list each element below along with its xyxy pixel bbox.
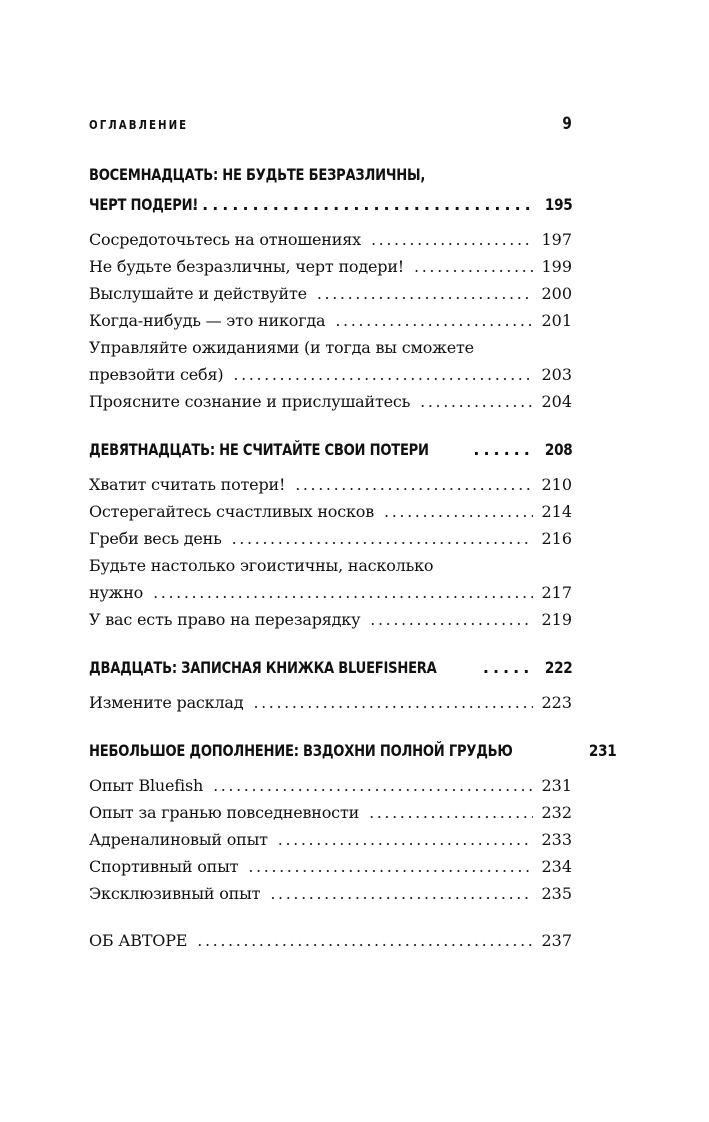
chapter-page: 195 bbox=[544, 195, 572, 214]
dot-leader bbox=[335, 307, 533, 334]
dot-leader bbox=[153, 579, 533, 606]
dot-leader bbox=[233, 361, 533, 388]
toc-entry-line1: Будьте настолько эгоистичны, насколько bbox=[89, 556, 434, 575]
dot-leader bbox=[420, 388, 533, 415]
toc-entry: Эксклюзивный опыт ..... 235 bbox=[89, 880, 572, 907]
dot-leader bbox=[414, 253, 533, 280]
dot-leader bbox=[384, 498, 533, 525]
dot-leader bbox=[483, 653, 532, 683]
toc-entry: Сосредоточьтесь на отношениях ..... 197 bbox=[89, 226, 572, 253]
about-author-entry: ОБ АВТОРЕ ..... 237 bbox=[89, 927, 572, 954]
toc-entry: Опыт за гранью повседневности ..... 232 bbox=[89, 799, 572, 826]
dot-leader bbox=[317, 280, 534, 307]
chapter-title: ДЕВЯТНАДЦАТЬ: НЕ СЧИТАЙТЕ СВОИ ПОТЕРИ bbox=[89, 440, 429, 459]
chapter-page: 222 bbox=[544, 658, 572, 677]
chapter-title-line1: ВОСЕМНАДЦАТЬ: НЕ БУДЬТЕ БЕЗРАЗЛИЧНЫ, bbox=[89, 165, 426, 184]
chapter-19 bbox=[89, 435, 572, 633]
dot-leader bbox=[473, 435, 531, 465]
toc-entry: нужно ..... 217 bbox=[89, 579, 572, 606]
chapter-heading bbox=[89, 736, 617, 766]
toc-entry: Измените расклад ..... 223 bbox=[89, 689, 572, 716]
running-head bbox=[89, 114, 572, 136]
toc-entry: Проясните сознание и прислушайтесь ..... 204 bbox=[89, 388, 572, 415]
toc-entry: Спортивный опыт ..... 234 bbox=[89, 853, 572, 880]
chapter-appendix bbox=[89, 736, 617, 907]
toc-entry: Выслушайте и действуйте ..... 200 bbox=[89, 280, 572, 307]
dot-leader bbox=[213, 772, 533, 799]
chapter-heading bbox=[89, 653, 572, 683]
toc-entry: превзойти себя) ..... 203 bbox=[89, 361, 572, 388]
chapter-page: 208 bbox=[544, 440, 572, 459]
chapter-heading bbox=[89, 160, 572, 220]
toc-entry-line1: Управляйте ожиданиями (и тогда вы сможете bbox=[89, 338, 474, 357]
toc-entry: Остерегайтесь счастливых носков ..... 214 bbox=[89, 498, 572, 525]
chapter-title: НЕБОЛЬШОЕ ДОПОЛНЕНИЕ: ВЗДОХНИ ПОЛНОЙ ГРУДЬЮ bbox=[89, 741, 513, 760]
chapter-title: ДВАДЦАТЬ: ЗАПИСНАЯ КНИЖКА BLUEFISHERA bbox=[89, 658, 437, 677]
dot-leader bbox=[192, 190, 531, 220]
toc-entry: Хватит считать потери! ..... 210 bbox=[89, 471, 572, 498]
dot-leader bbox=[248, 853, 533, 880]
toc-entry: Адреналиновый опыт ..... 233 bbox=[89, 826, 572, 853]
dot-leader bbox=[197, 927, 533, 954]
chapter-18 bbox=[89, 160, 572, 415]
dot-leader bbox=[270, 880, 533, 907]
chapter-title: ЧЕРТ ПОДЕРИ! bbox=[89, 195, 199, 214]
toc-entry: Не будьте безразличны, черт подери! ..... 199 bbox=[89, 253, 572, 280]
dot-leader bbox=[371, 226, 534, 253]
dot-leader bbox=[370, 606, 533, 633]
chapter-heading bbox=[89, 435, 572, 465]
chapter-20 bbox=[89, 653, 572, 716]
toc-entry: Опыт Bluefish ..... 231 bbox=[89, 772, 572, 799]
toc-entry: У вас есть право на перезарядку ..... 219 bbox=[89, 606, 572, 633]
page-number: 9 bbox=[562, 114, 572, 134]
dot-leader bbox=[253, 689, 533, 716]
running-head-title: ОГЛАВЛЕНИЕ bbox=[89, 118, 189, 132]
toc-entry: Когда-нибудь — это никогда ..... 201 bbox=[89, 307, 572, 334]
dot-leader bbox=[295, 471, 533, 498]
toc-entry: Греби весь день ..... 216 bbox=[89, 525, 572, 552]
dot-leader bbox=[232, 525, 534, 552]
dot-leader bbox=[278, 826, 534, 853]
chapter-page: 231 bbox=[588, 741, 617, 760]
table-of-contents bbox=[89, 160, 617, 954]
dot-leader bbox=[369, 799, 533, 826]
